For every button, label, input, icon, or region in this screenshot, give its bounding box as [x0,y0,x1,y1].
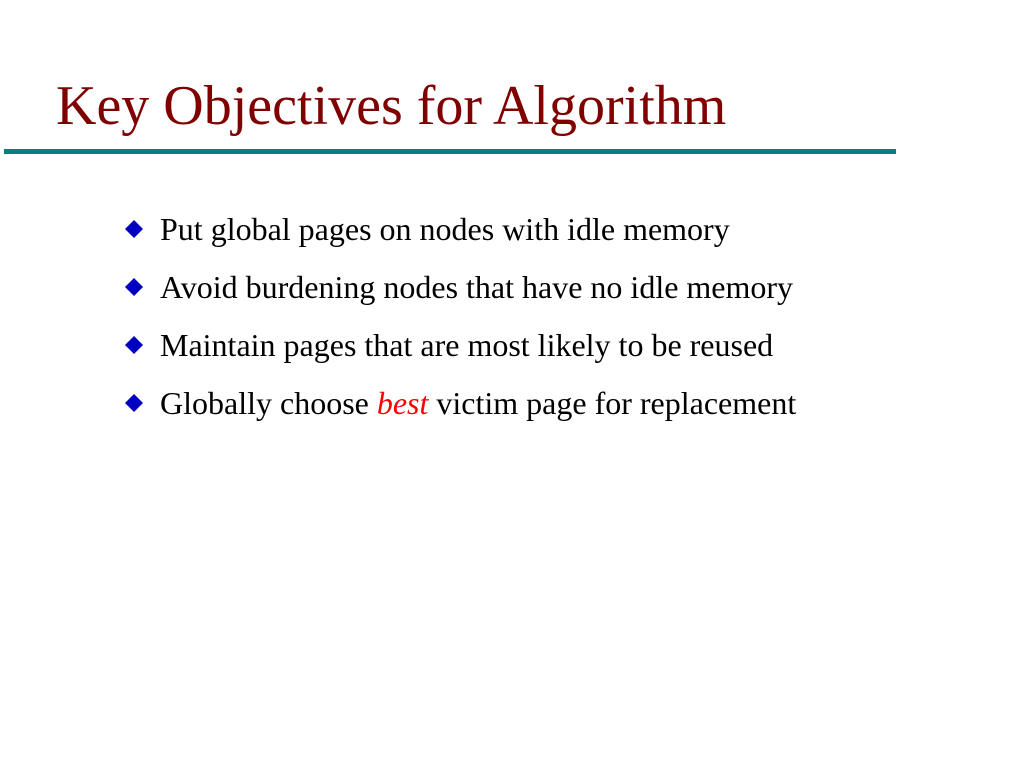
bullet-item [124,374,796,432]
bullet-text: Put global pages on nodes with idle memory [160,210,730,247]
slide-title: Key Objectives for Algorithm [56,75,727,137]
diamond-icon [124,393,144,413]
bullet-item [124,316,796,374]
diamond-icon [124,219,144,239]
bullet-list [124,200,796,432]
bullet-text [160,385,796,422]
bullet-text: Avoid burdening nodes that have no idle memory [160,268,794,305]
bullet-text-before: Globally choose [160,384,369,421]
bullet-item [124,258,796,316]
bullet-item [124,200,796,258]
diamond-icon [124,335,144,355]
diamond-icon [124,277,144,297]
bullet-text: Maintain pages that are most likely to be reused [160,326,774,363]
bullet-text-after: victim page for replacement [436,384,797,421]
bullet-text-emphasis: best [376,384,429,421]
title-underline [4,149,896,154]
